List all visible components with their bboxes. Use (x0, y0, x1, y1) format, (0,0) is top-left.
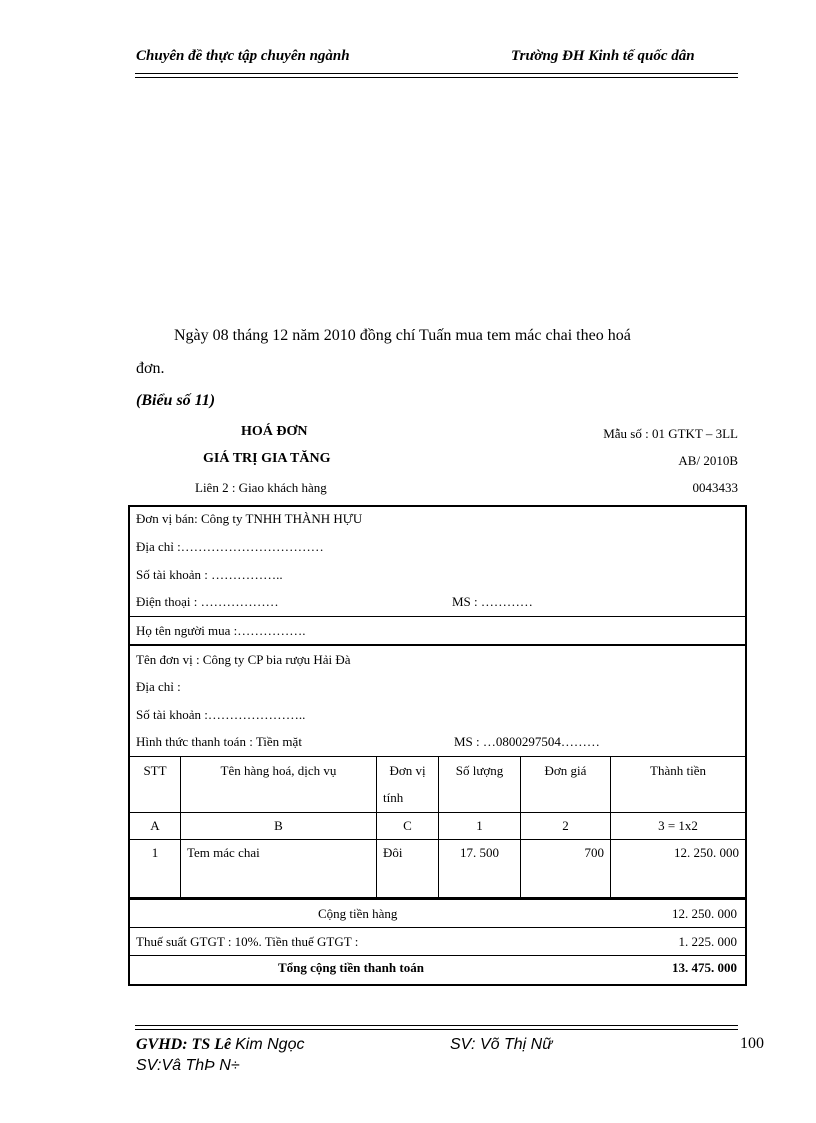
supervisor-label: GVHD: TS Lê (136, 1036, 232, 1053)
col-unit (377, 756, 439, 812)
form-reference: (Biểu số 11) (136, 392, 216, 409)
items-table (129, 756, 746, 898)
seller-unit: Đơn vị bán: Công ty TNHH THÀNH HỰU (136, 511, 363, 526)
code-a: A (130, 812, 181, 839)
col-name: Tên hàng hoá, dịch vụ (181, 756, 377, 812)
footer-student: SV: Võ Thị Nữ (450, 1036, 553, 1053)
item-unit: Đôi (377, 839, 439, 897)
seller-tax-code: MS : ………… (452, 594, 533, 609)
col-price: Đơn giá (521, 756, 611, 812)
code-b: B (181, 812, 377, 839)
intro-line2: đơn. (136, 360, 165, 377)
supervisor-name: Kim Ngọc (235, 1036, 305, 1053)
footer-garbled-student: SV:Vâ ThÞ N÷ (136, 1057, 240, 1074)
table-header-row (130, 756, 746, 812)
seller-phone: Điện thoại : ……………… (136, 594, 279, 609)
buyer-address: Địa chỉ : (136, 679, 181, 694)
item-name: Tem mác chai (181, 839, 377, 897)
buyer-unit: Tên đơn vị : Công ty CP bia rượu Hải Đà (136, 651, 351, 667)
col-amount: Thành tiền (611, 756, 746, 812)
item-amount: 12. 250. 000 (611, 839, 746, 897)
grand-total-label: Tổng cộng tiền thanh toán (278, 959, 424, 975)
seller-phone-row (130, 588, 745, 616)
invoice-number: 0043433 (692, 480, 738, 495)
grand-total-value: 13. 475. 000 (672, 959, 737, 975)
buyer-payment: Hình thức thanh toán : Tiền mặt (136, 734, 302, 749)
header-rule-bottom (135, 77, 738, 78)
invoice-subtitle: GIÁ TRỊ GIA TĂNG (203, 451, 331, 466)
page-number: 100 (740, 1035, 764, 1052)
header-rule-top (135, 73, 738, 74)
table-code-row (130, 812, 746, 839)
footer-supervisor (136, 1036, 304, 1054)
buyer-payment-row (130, 728, 745, 756)
header-left: Chuyên đề thực tập chuyên ngành (136, 48, 350, 64)
vat-row (130, 927, 745, 955)
seller-address: Địa chỉ :…………………………… (136, 539, 324, 554)
code-2: 2 (521, 812, 611, 839)
col-stt: STT (130, 756, 181, 812)
buyer-tax-code: MS : …0800297504……… (454, 734, 600, 749)
code-3: 3 = 1x2 (611, 812, 746, 839)
vat-label: Thuế suất GTGT : 10%. Tiền thuế GTGT : (136, 933, 359, 949)
grand-total-row (130, 955, 745, 982)
intro-line1: Ngày 08 tháng 12 năm 2010 đồng chí Tuấn mua tem mác chai theo hoá (174, 327, 631, 344)
col-unit-line2: tính (383, 789, 404, 805)
item-price: 700 (521, 839, 611, 897)
header-right: Trường ĐH Kinh tế quốc dân (511, 48, 695, 64)
table-row (130, 839, 746, 897)
invoice-form-no: Mẫu số : 01 GTKT – 3LL (603, 426, 738, 441)
code-1: 1 (439, 812, 521, 839)
code-c: C (377, 812, 439, 839)
invoice-title: HOÁ ĐƠN (241, 424, 308, 439)
footer-rule-bottom (135, 1029, 738, 1030)
item-qty: 17. 500 (439, 839, 521, 897)
buyer-account: Số tài khoản :………………….. (136, 706, 306, 722)
goods-total-value: 12. 250. 000 (672, 905, 737, 921)
vat-value: 1. 225. 000 (678, 933, 737, 949)
col-unit-line1: Đơn vị (389, 762, 426, 778)
col-qty: Số lượng (439, 756, 521, 812)
invoice-series: AB/ 2010B (678, 453, 738, 468)
goods-total-label: Cộng tiền hàng (318, 905, 398, 921)
invoice-copy: Liên 2 : Giao khách hàng (195, 480, 327, 495)
buyer-section (130, 644, 745, 756)
goods-total-row (130, 898, 745, 927)
item-stt: 1 (130, 839, 181, 897)
seller-section (130, 507, 745, 616)
invoice-box (128, 505, 747, 986)
footer-rule-top (135, 1025, 738, 1026)
seller-account: Số tài khoản : …………….. (136, 566, 283, 582)
buyer-name: Họ tên người mua :……………. (130, 616, 745, 644)
